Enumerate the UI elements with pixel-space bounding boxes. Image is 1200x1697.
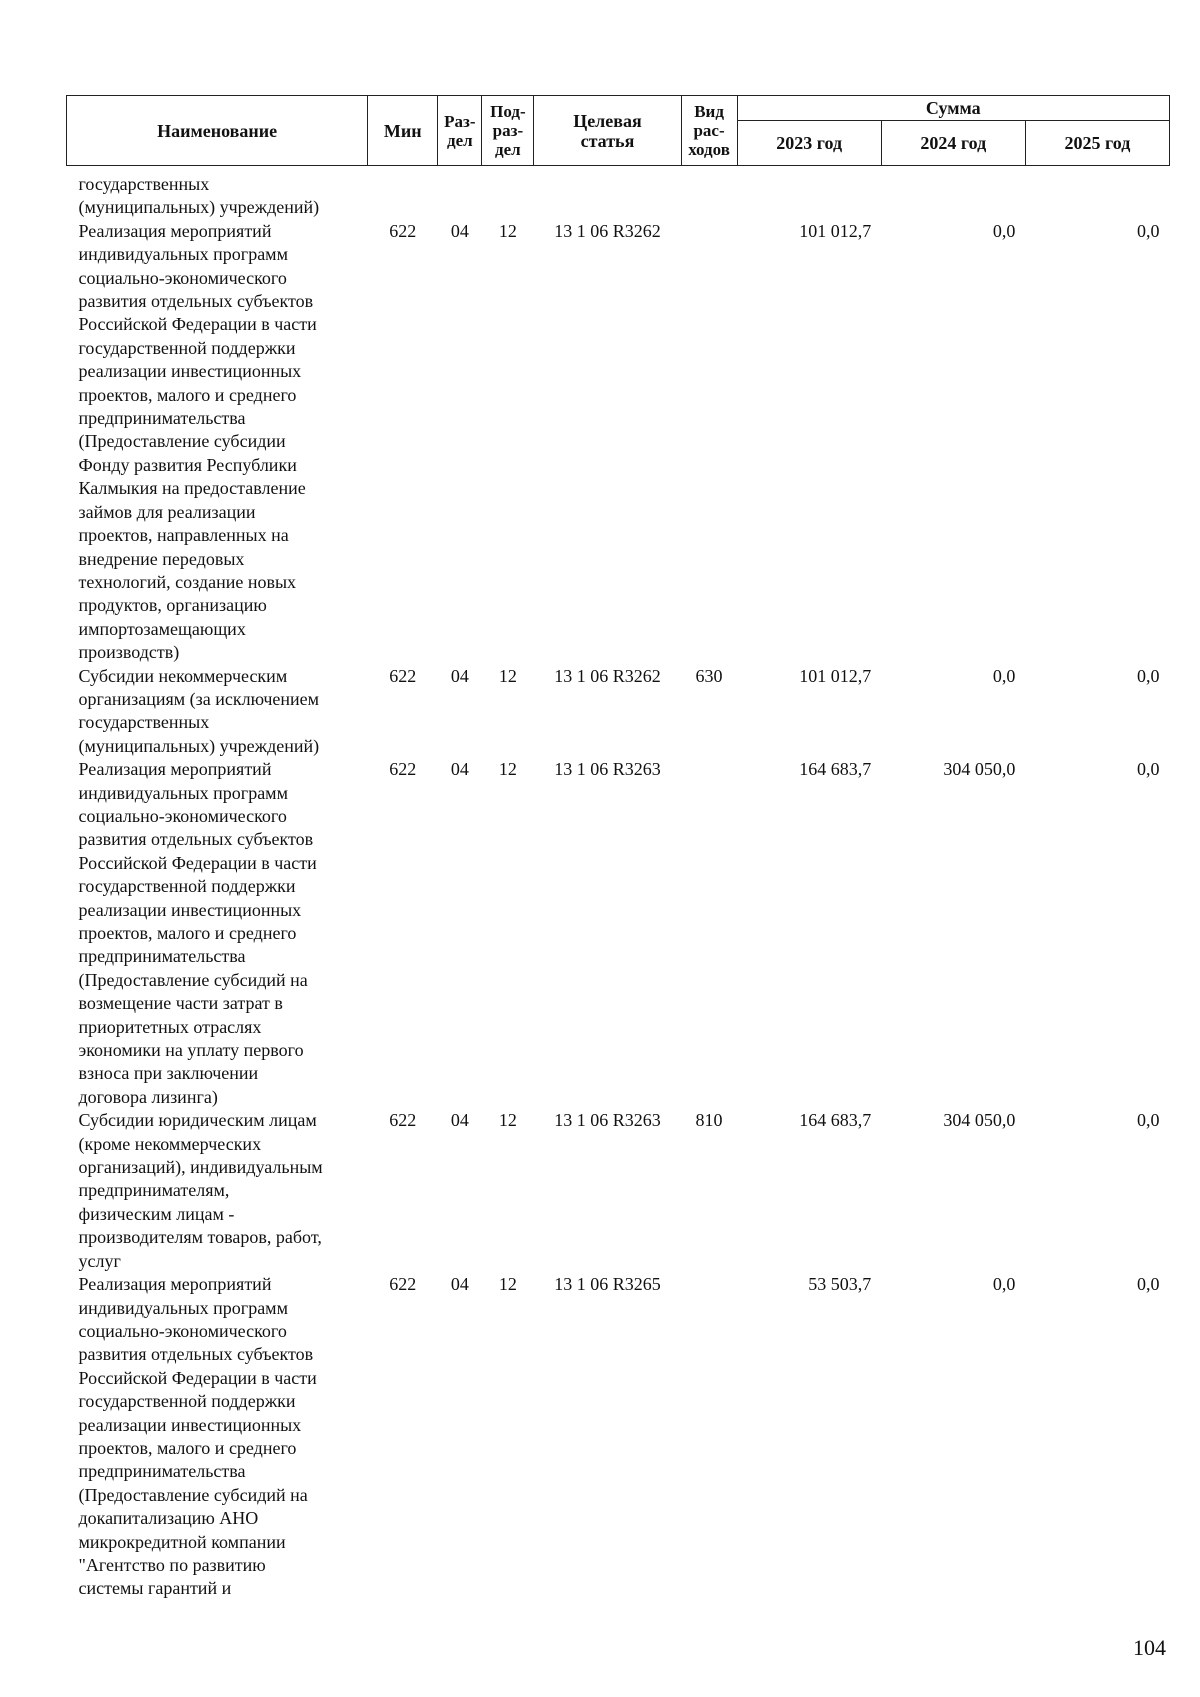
- header-year-2023: 2023 год: [737, 121, 881, 166]
- row-min: 622: [389, 759, 417, 780]
- header-year-2025: 2025 год: [1025, 121, 1169, 166]
- row-value-2025: 0,0: [1137, 1274, 1160, 1295]
- row-celevaya: 13 1 06 R3262: [554, 220, 661, 241]
- row-name: Субсидии юридическим лицам (кроме некоммерческих организаций), индивидуальным предпринимателям, физическим лицам - производителям товаров, работ, услуг: [78, 1110, 323, 1271]
- row-value-2024: 304 050,0: [943, 759, 1016, 780]
- row-name: государственных (муниципальных) учреждений): [78, 174, 320, 218]
- row-value-2024: [881, 166, 1025, 220]
- row-vid: [681, 166, 737, 220]
- header-podrazdel: Под- раз- дел: [482, 96, 534, 166]
- row-value-2023: 164 683,7: [799, 759, 872, 780]
- row-name: Реализация мероприятий индивидуальных программ социально-экономического развития отдельных субъектов Российской Федерации в части государственной поддержки реализации инвестиционных проектов, малого и среднего предпринимательства (Предоставление субсидии Фонду развития Республики Калмыкия на предоставление займов для реализации проектов, направленных на внедрение передовых технологий, создание новых продуктов, организацию импортозамещающих производств): [78, 220, 317, 663]
- row-name: Субсидии некоммерческим организациям (за исключением государственных (муниципальных) учреждений): [78, 665, 320, 756]
- row-value-2025: 0,0: [1137, 665, 1160, 686]
- row-razdel: 04: [450, 1110, 469, 1131]
- row-value-2024: 0,0: [992, 1274, 1016, 1295]
- table-row: [67, 166, 1170, 220]
- row-celevaya: 13 1 06 R3262: [554, 665, 661, 686]
- row-min: [368, 166, 438, 220]
- header-year-2024: 2024 год: [881, 121, 1025, 166]
- header-name: Наименование: [67, 96, 368, 166]
- header-celevaya: Целевая статья: [534, 96, 681, 166]
- row-value-2024: 304 050,0: [943, 1110, 1016, 1131]
- row-vid: [681, 758, 737, 1109]
- header-razdel: Раз- дел: [438, 96, 482, 166]
- row-value-2024: 0,0: [992, 220, 1016, 241]
- row-podrazdel: 12: [498, 665, 517, 686]
- row-podrazdel: 12: [498, 1110, 517, 1131]
- row-vid: [681, 1273, 737, 1601]
- row-value-2023: 53 503,7: [808, 1274, 872, 1295]
- row-min: 622: [389, 1274, 417, 1295]
- row-podrazdel: 12: [498, 220, 517, 241]
- header-summa: Сумма: [737, 96, 1169, 121]
- row-razdel: 04: [450, 665, 469, 686]
- row-podrazdel: 12: [498, 759, 517, 780]
- row-vid: [681, 220, 737, 665]
- row-value-2025: 0,0: [1137, 220, 1160, 241]
- table-row: [67, 1273, 1170, 1601]
- row-vid: 630: [695, 665, 723, 686]
- table-row: [67, 665, 1170, 759]
- page-number: 104: [1133, 1635, 1166, 1660]
- row-value-2025: 0,0: [1137, 1110, 1160, 1131]
- row-value-2025: 0,0: [1137, 759, 1160, 780]
- row-value-2023: [737, 166, 881, 220]
- row-min: 622: [389, 220, 417, 241]
- row-razdel: [438, 166, 482, 220]
- row-razdel: 04: [450, 220, 469, 241]
- row-value-2025: [1025, 166, 1169, 220]
- row-min: 622: [389, 665, 417, 686]
- row-celevaya: [534, 166, 681, 220]
- header-vid: Вид рас- ходов: [681, 96, 737, 166]
- table-header: [67, 96, 1170, 166]
- row-podrazdel: 12: [498, 1274, 517, 1295]
- table-row: [67, 1109, 1170, 1273]
- row-value-2023: 164 683,7: [799, 1110, 872, 1131]
- row-name: Реализация мероприятий индивидуальных программ социально-экономического развития отдельных субъектов Российской Федерации в части государственной поддержки реализации инвестиционных проектов, малого и среднего предпринимательства (Предоставление субсидий на возмещение части затрат в приоритетных отраслях экономики на уплату первого взноса при заключении договора лизинга): [78, 759, 317, 1107]
- row-celevaya: 13 1 06 R3263: [554, 1110, 661, 1131]
- row-vid: 810: [695, 1110, 723, 1131]
- budget-table: [66, 95, 1170, 1601]
- row-razdel: 04: [450, 759, 469, 780]
- row-value-2023: 101 012,7: [799, 665, 872, 686]
- row-name: Реализация мероприятий индивидуальных программ социально-экономического развития отдельных субъектов Российской Федерации в части государственной поддержки реализации инвестиционных проектов, малого и среднего предпринимательства (Предоставление субсидий на докапитализацию АНО микрокредитной компании "Агентство по развитию системы гарантий и: [78, 1274, 317, 1599]
- row-razdel: 04: [450, 1274, 469, 1295]
- row-podrazdel: [482, 166, 534, 220]
- row-celevaya: 13 1 06 R3263: [554, 759, 661, 780]
- row-value-2024: 0,0: [992, 665, 1016, 686]
- table-row: [67, 758, 1170, 1109]
- row-celevaya: 13 1 06 R3265: [554, 1274, 661, 1295]
- table-body: [67, 166, 1170, 1601]
- table-row: [67, 220, 1170, 665]
- header-min: Мин: [368, 96, 438, 166]
- row-min: 622: [389, 1110, 417, 1131]
- row-value-2023: 101 012,7: [799, 220, 872, 241]
